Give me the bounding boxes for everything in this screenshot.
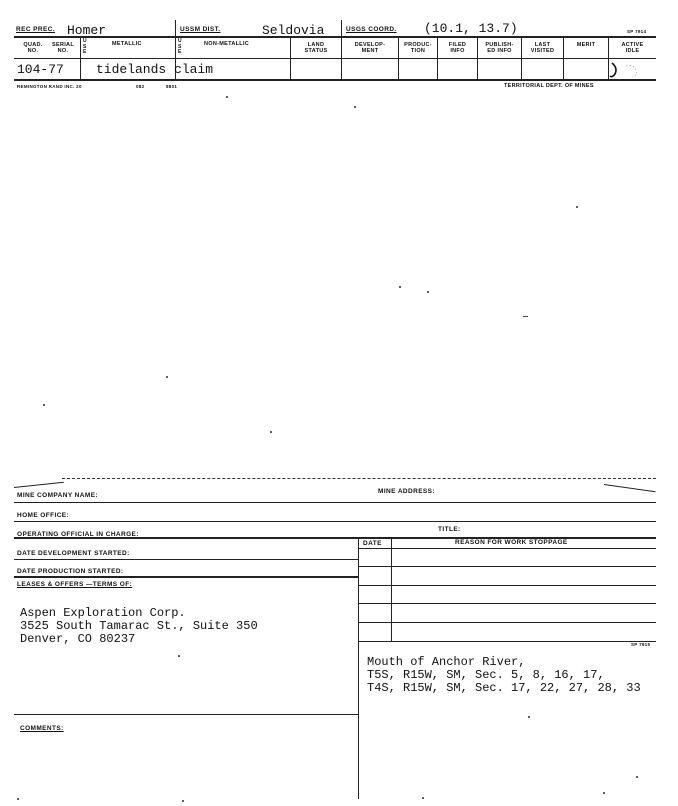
quad-serial-value: 104-77 <box>17 62 64 77</box>
col-quad: QUAD. NO. <box>23 42 43 54</box>
prod-started-label: DATE PRODUCTION STARTED: <box>17 568 124 575</box>
title-label: TITLE: <box>438 526 461 533</box>
col-filed-info: FILED INFO <box>448 42 467 54</box>
col-use-nonmetallic: U S E <box>178 38 182 55</box>
location-line: T5S, R15W, SM, Sec. 5, 8, 16, 17, <box>367 668 605 682</box>
leases-label: LEASES & OFFERS —TERMS OF: <box>17 581 133 588</box>
ussm-dist-label: USSM DIST. <box>180 26 221 33</box>
comments-label: COMMENTS: <box>20 725 64 732</box>
lessee-block <box>20 607 258 646</box>
active-idle-mark <box>608 60 648 80</box>
metallic-value: tidelands claim <box>96 62 214 77</box>
usgs-coord-label: USGS COORD. <box>346 26 397 33</box>
header-rule <box>14 58 656 59</box>
reason-label: REASON FOR WORK STOPPAGE <box>455 539 568 546</box>
lessee-line: 3525 South Tamarac St., Suite 350 <box>20 619 258 633</box>
col-serial: SERIAL NO. <box>52 42 74 54</box>
operating-official-label: OPERATING OFFICIAL IN CHARGE: <box>17 531 139 538</box>
col-active-idle: ACTIVE IDLE <box>621 42 644 54</box>
printer-code-2: 8801 <box>166 84 178 89</box>
department-label: TERRITORIAL DEPT. OF MINES <box>504 83 594 89</box>
mine-company-label: MINE COMPANY NAME: <box>17 492 98 499</box>
top-rule <box>14 36 656 38</box>
rec-prec-label: REC PREC. <box>16 26 55 33</box>
usgs-coord-value: (10.1, 13.7) <box>424 21 518 36</box>
bottom-form-number: SP 7915 <box>631 642 651 647</box>
mine-address-label: MINE ADDRESS: <box>378 488 435 495</box>
printer-info: REMINGTON RAND INC. 20 <box>17 84 82 89</box>
dev-started-label: DATE DEVELOPMENT STARTED: <box>17 550 130 557</box>
col-last-visited: LAST VISITED <box>530 42 555 54</box>
rec-prec-value: Homer <box>67 23 107 38</box>
location-block <box>367 656 641 695</box>
col-non-metallic: NON-METALLIC <box>204 41 250 47</box>
lessee-line: Denver, CO 80237 <box>20 632 136 646</box>
col-use-metallic: U S E <box>83 38 87 55</box>
lessee-line: Aspen Exploration Corp. <box>20 606 186 620</box>
bottom-rule <box>14 79 656 81</box>
col-production: PRODUC- TION <box>404 42 432 54</box>
date-label: DATE <box>363 540 382 547</box>
location-line: Mouth of Anchor River, <box>367 655 526 669</box>
col-development: DEVELOP- MENT <box>354 42 386 54</box>
col-merit: MERIT <box>576 42 596 48</box>
printer-code-1: 082 <box>136 84 145 89</box>
col-metallic: METALLIC <box>112 41 142 47</box>
col-land-status: LAND STATUS <box>304 42 328 54</box>
ussm-dist-value: Seldovia <box>262 23 325 38</box>
home-office-label: HOME OFFICE: <box>17 512 70 519</box>
bottom-center-divider <box>358 537 359 799</box>
top-form-number: SP 7914 <box>627 29 647 34</box>
location-line: T4S, R15W, SM, Sec. 17, 22, 27, 28, 33 <box>367 681 641 695</box>
col-published-info: PUBLISH- ED INFO <box>485 42 514 54</box>
